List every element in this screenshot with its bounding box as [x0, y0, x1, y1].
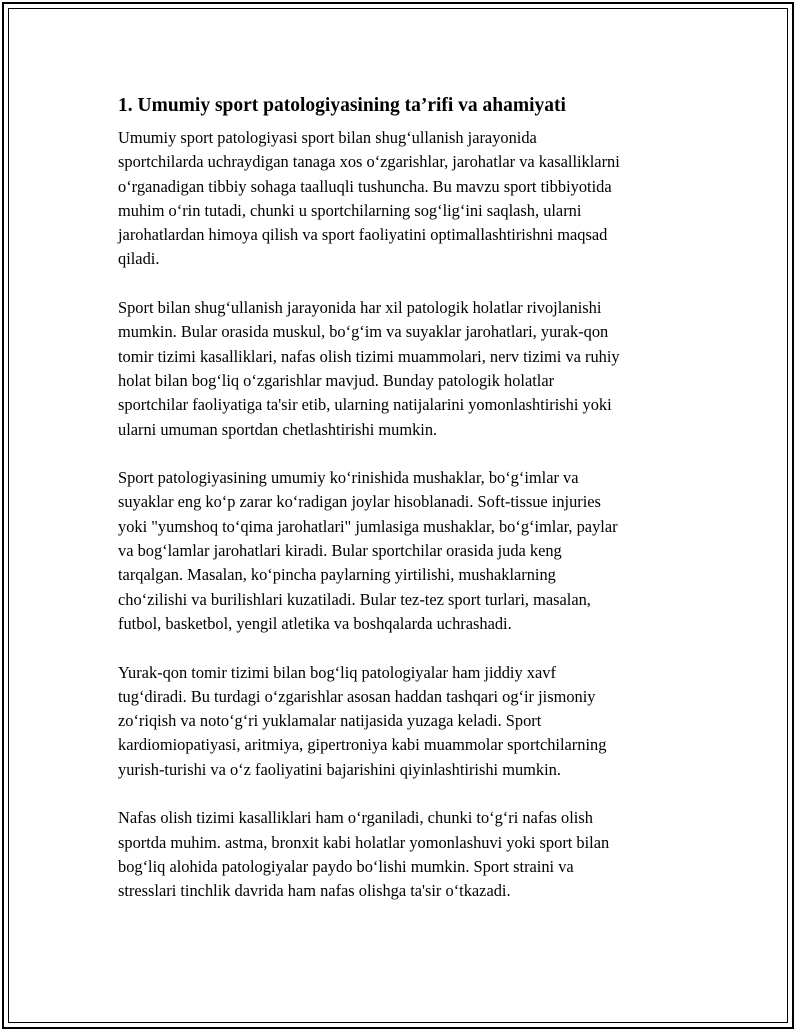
paragraph	[118, 661, 688, 782]
paragraph-line: ularni umuman sportdan chetlashtirishi mumkin.	[118, 419, 438, 439]
paragraph-line: mumkin. Bular orasida muskul, bo‘g‘im va suyaklar jarohatlari, yurak-qon	[118, 322, 609, 342]
paragraph-line: tug‘diradi. Bu turdagi o‘zgarishlar asosan haddan tashqari og‘ir jismoniy	[118, 686, 596, 706]
paragraph	[118, 126, 688, 272]
paragraph-line: jarohatlardan himoya qilish va sport faoliyatini optimallashtirishni maqsad	[118, 225, 608, 245]
paragraph	[118, 806, 688, 903]
paragraph-line: o‘rganadigan tibbiy sohaga taalluqli tushuncha. Bu mavzu sport tibbiyotida	[118, 176, 612, 196]
paragraph-line: holat bilan bog‘liq o‘zgarishlar mavjud. Bunday patologik holatlar	[118, 370, 555, 390]
paragraph-line: Sport patologiyasining umumiy ko‘rinishida mushaklar, bo‘g‘imlar va	[118, 468, 579, 488]
paragraph-line: stresslari tinchlik davrida ham nafas olishga ta'sir o‘tkazadi.	[118, 881, 511, 901]
paragraph-line: bog‘liq alohida patologiyalar paydo bo‘lishi mumkin. Sport straini va	[118, 856, 574, 876]
paragraph	[118, 296, 688, 442]
paragraph-line: yoki "yumshoq to‘qima jarohatlari" jumlasiga mushaklar, bo‘g‘imlar, paylar	[118, 516, 618, 536]
paragraph	[118, 466, 688, 636]
paragraph-line: sportda muhim. astma, bronxit kabi holatlar yomonlashuvi yoki sport bilan	[118, 832, 610, 852]
paragraph-line: sportchilarda uchraydigan tanaga xos o‘zgarishlar, jarohatlar va kasalliklarni	[118, 152, 620, 172]
paragraph-line: yurish-turishi va o‘z faoliyatini bajarishini qiyinlashtirishi mumkin.	[118, 759, 561, 779]
paragraph-line: suyaklar eng ko‘p zarar ko‘radigan joylar hisoblanadi. Soft-tissue injuries	[118, 492, 601, 512]
paragraph-line: Umumiy sport patologiyasi sport bilan shug‘ullanish jarayonida	[118, 128, 537, 147]
paragraph-line: tomir tizimi kasalliklari, nafas olish tizimi muammolari, nerv tizimi va ruhiy	[118, 346, 620, 366]
paragraph-line: futbol, basketbol, yengil atletika va boshqalarda uchrashadi.	[118, 613, 512, 633]
paragraph-line: Sport bilan shug‘ullanish jarayonida har xil patologik holatlar rivojlanishi	[118, 298, 602, 318]
paragraph-line: qiladi.	[118, 249, 160, 269]
section-heading: 1. Umumiy sport patologiyasining ta’rifi va ahamiyati	[118, 95, 566, 116]
paragraph-line: tarqalgan. Masalan, ko‘pincha paylarning yirtilishi, mushaklarning	[118, 565, 556, 585]
document-body	[118, 93, 688, 928]
paragraph-line: kardiomiopatiyasi, aritmiya, gipertroniya kabi muammolar sportchilarning	[118, 735, 607, 755]
paragraph-line: muhim o‘rin tutadi, chunki u sportchilarning sog‘lig‘ini saqlash, ularni	[118, 200, 582, 220]
paragraph-line: zo‘riqish va noto‘g‘ri yuklamalar natijasida yuzaga keladi. Sport	[118, 711, 542, 731]
paragraph-line: Nafas olish tizimi kasalliklari ham o‘rganiladi, chunki to‘g‘ri nafas olish	[118, 808, 593, 828]
paragraph-line: Yurak-qon tomir tizimi bilan bog‘liq patologiyalar ham jiddiy xavf	[118, 662, 556, 682]
paragraph-line: sportchilar faoliyatiga ta'sir etib, ularning natijalarini yomonlashtirishi yoki	[118, 395, 612, 415]
paragraph-line: cho‘zilishi va burilishlari kuzatiladi. Bular tez-tez sport turlari, masalan,	[118, 589, 591, 609]
paragraph-list	[118, 126, 688, 904]
paragraph-line: va bog‘lamlar jarohatlari kiradi. Bular sportchilar orasida juda keng	[118, 541, 562, 561]
